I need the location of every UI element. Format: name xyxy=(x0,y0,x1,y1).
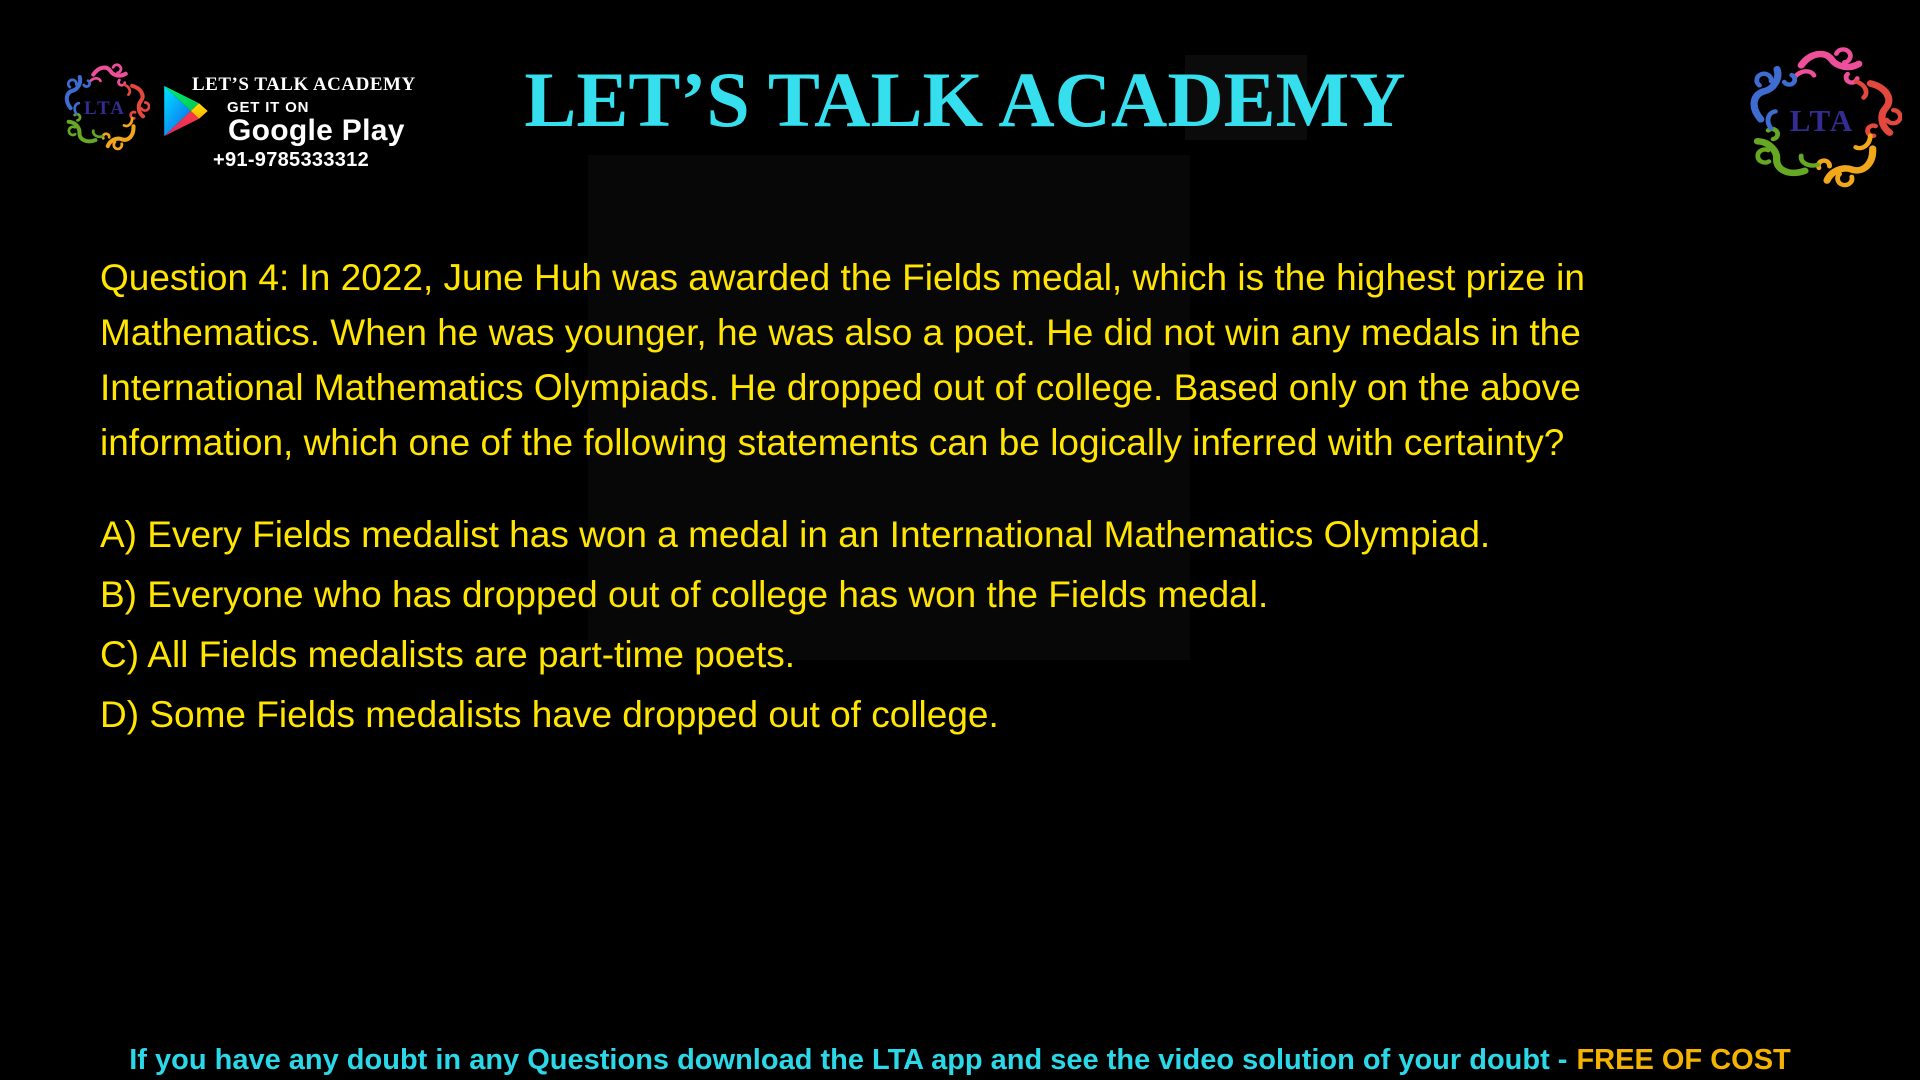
options-list xyxy=(100,505,1860,745)
lta-logo-right xyxy=(1742,45,1902,190)
badge-store-name: Google Play xyxy=(228,114,405,147)
lta-logo-left xyxy=(60,62,150,152)
badge-academy-name: LET’S TALK ACADEMY xyxy=(192,74,416,95)
option-b: B) Everyone who has dropped out of college has won the Fields medal. xyxy=(100,574,1269,615)
question-line: International Mathematics Olympiads. He dropped out of college. Based only on the above xyxy=(100,367,1581,408)
lta-monogram: LTA xyxy=(1789,102,1855,138)
question-line: Question 4: In 2022, June Huh was awarded the Fields medal, which is the highest prize in xyxy=(100,257,1585,298)
footer-highlight: FREE OF COST xyxy=(1576,1044,1791,1076)
question-line: information, which one of the following statements can be logically inferred with certainty? xyxy=(100,422,1565,463)
badge-phone-number: +91-9785333312 xyxy=(213,149,370,171)
question-line: Mathematics. When he was younger, he was also a poet. He did not win any medals in the xyxy=(100,312,1581,353)
option-d: D) Some Fields medalists have dropped out of college. xyxy=(100,694,999,735)
option-a: A) Every Fields medalist has won a medal in an International Mathematics Olympiad. xyxy=(100,514,1491,555)
option-c: C) All Fields medalists are part-time poets. xyxy=(100,634,796,675)
question-text xyxy=(100,250,1860,470)
footer-banner xyxy=(0,1042,1920,1080)
google-play-badge[interactable] xyxy=(150,68,420,178)
page-title: LET’S TALK ACADEMY xyxy=(524,56,1406,143)
lta-monogram: LTA xyxy=(84,98,126,119)
footer-message: If you have any doubt in any Questions download the LTA app and see the video solution of your doubt - xyxy=(129,1044,1568,1076)
badge-get-it-on: GET IT ON xyxy=(227,99,310,116)
